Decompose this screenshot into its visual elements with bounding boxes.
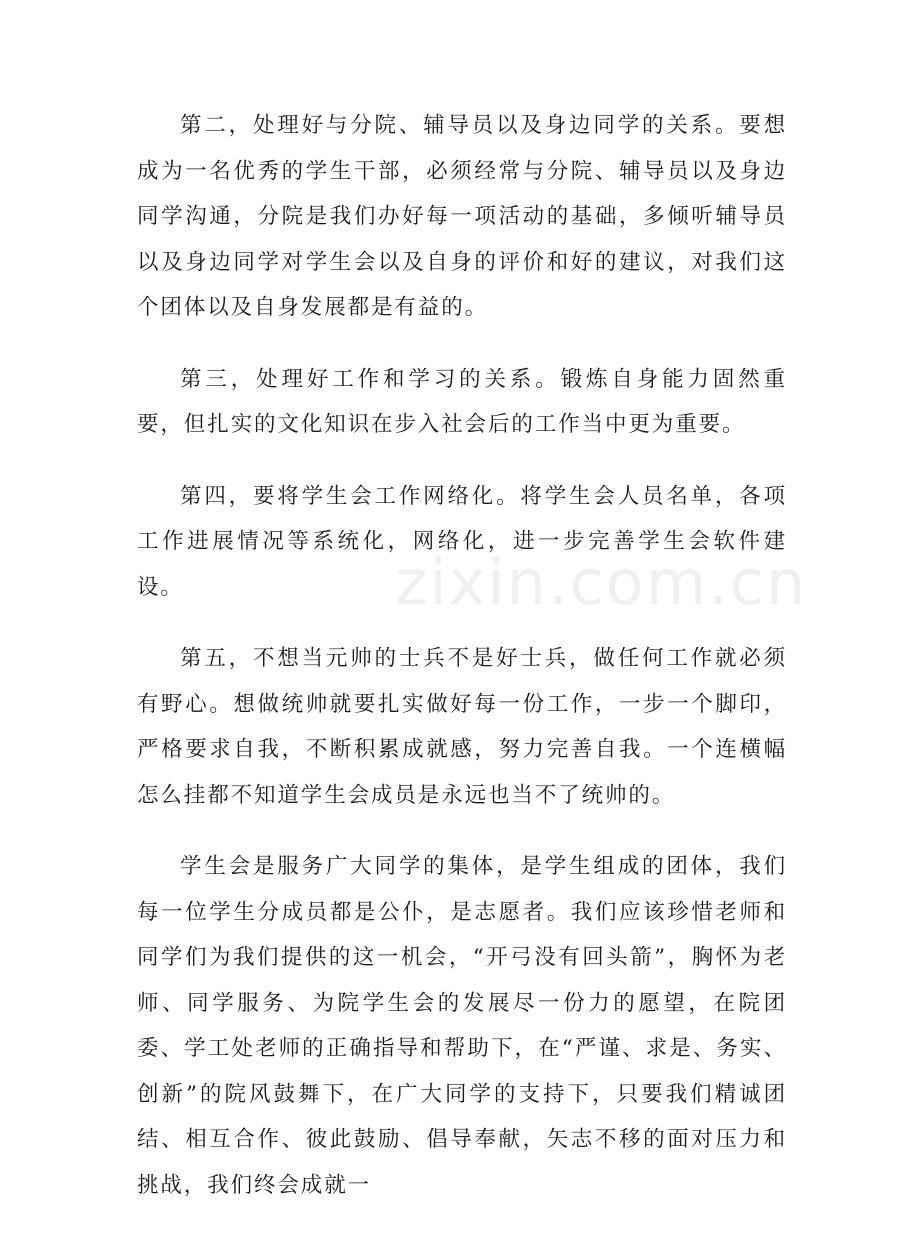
paragraph-fifth-point: 第五，不想当元帅的士兵不是好士兵，做任何工作就必须有野心。想做统帅就要扎实做好每一份工作，一步一个脚印，严格要求自我，不断积累成就感，努力完善自我。一个连横幅怎么挂都不知道学生会成员是永远也当不了统帅的。 [137,646,787,808]
watermark: zixin.com.cn [395,546,808,619]
document-body [137,103,787,1234]
paragraph-conclusion: 学生会是服务广大同学的集体，是学生组成的团体，我们每一位学生分成员都是公仆，是志愿者。我们应该珍惜老师和同学们为我们提供的这一机会，“开弓没有回头箭”，胸怀为老师、同学服务、为院学生会的发展尽一份力的愿望，在院团委、学工处老师的正确指导和帮助下，在“严谨、求是、务实、创新”的院风鼓舞下，在广大同学的支持下，只要我们精诚团结、相互合作、彼此鼓励、倡导奉献，矢志不移的面对压力和挑战，我们终会成就一 [137,854,787,1198]
paragraph-second-point: 第二，处理好与分院、辅导员以及身边同学的关系。要想成为一名优秀的学生干部，必须经常与分院、辅导员以及身边同学沟通，分院是我们办好每一项活动的基础，多倾听辅导员以及身边同学对学生会以及自身的评价和好的建议，对我们这个团体以及自身发展都是有益的。 [137,113,787,320]
paragraph-fourth-point: 第四，要将学生会工作网络化。将学生会人员名单，各项工作进展情况等系统化，网络化，进一步完善学生会软件建设。 [137,483,787,600]
paragraph-third-point: 第三，处理好工作和学习的关系。锻炼自身能力固然重要，但扎实的文化知识在步入社会后的工作当中更为重要。 [137,366,787,437]
